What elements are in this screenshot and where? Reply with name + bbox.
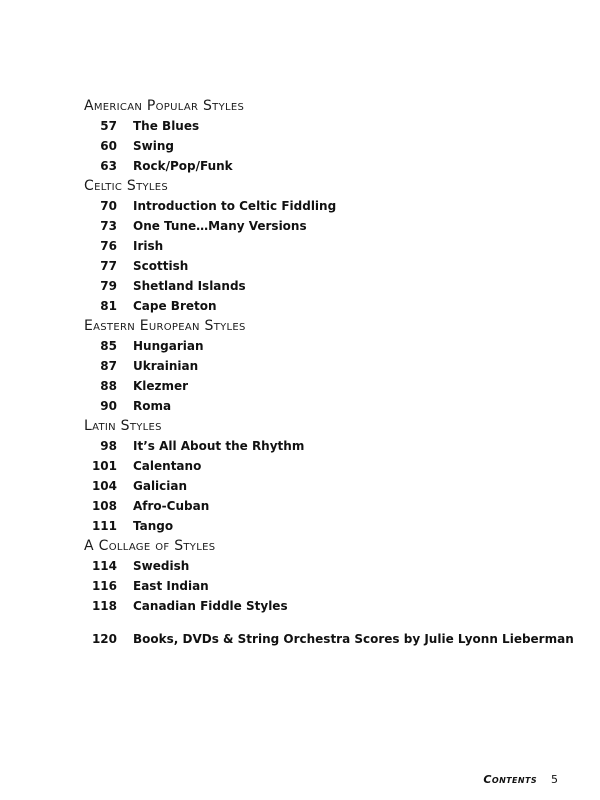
toc-entry [84,216,584,236]
entry-title: Swedish [133,559,190,573]
toc-entry [84,196,584,216]
entry-page-number: 104 [91,479,117,493]
entry-page-number: 87 [100,359,117,373]
entry-title: Afro-Cuban [133,499,210,513]
entry-page-number: 60 [100,139,117,153]
toc-entry [84,576,584,596]
section-heading: Latin Styles [84,418,162,434]
entry-title: Irish [133,239,164,253]
entry-page-number: 73 [100,219,117,233]
entry-title: Shetland Islands [133,279,246,293]
toc-entry [84,256,584,276]
section-latin-styles [84,416,584,536]
toc-entry [84,356,584,376]
entry-title: Tango [133,519,174,533]
entry-title: It’s All About the Rhythm [133,439,305,453]
section-heading: Eastern European Styles [84,318,246,334]
section-eastern-european-styles [84,316,584,416]
entry-title: Cape Breton [133,299,217,313]
toc-entry [84,556,584,576]
footer-section-label: Contents [483,773,537,786]
toc-entry [84,136,584,156]
entry-title: Scottish [133,259,189,273]
toc-entry [84,336,584,356]
entry-page-number: 63 [100,159,117,173]
entry-page-number: 70 [100,199,117,213]
entry-page-number: 98 [100,439,117,453]
entry-title: Ukrainian [133,359,199,373]
toc-entry [84,116,584,136]
entry-page-number: 85 [100,339,117,353]
toc-entry [84,476,584,496]
section-heading: A Collage of Styles [84,538,216,554]
entry-title: Hungarian [133,339,204,353]
toc-entry [84,296,584,316]
entry-page-number: 116 [91,579,117,593]
toc-entry [84,456,584,476]
entry-page-number: 90 [100,399,117,413]
entry-page-number: 79 [100,279,117,293]
toc-entry [84,516,584,536]
section-celtic-styles [84,176,584,316]
entry-page-number: 111 [91,519,117,533]
entry-title: Books, DVDs & String Orchestra Scores by Julie Lyonn Lieberman [133,632,574,646]
entry-title: Canadian Fiddle Styles [133,599,288,613]
entry-title: One Tune…Many Versions [133,219,307,233]
toc-entry [84,376,584,396]
toc-entry [84,276,584,296]
toc-entry [84,236,584,256]
toc-entry [84,596,584,616]
entry-page-number: 57 [100,119,117,133]
entry-title: Rock/Pop/Funk [133,159,233,173]
entry-title: The Blues [133,119,200,133]
table-of-contents [84,96,584,649]
entry-page-number: 81 [100,299,117,313]
entry-title: East Indian [133,579,209,593]
entry-page-number: 76 [100,239,117,253]
toc-entry [84,496,584,516]
entry-page-number: 108 [91,499,117,513]
entry-title: Calentano [133,459,202,473]
entry-title: Introduction to Celtic Fiddling [133,199,337,213]
section-heading: American Popular Styles [84,98,245,114]
page-footer [483,771,558,789]
section-heading: Celtic Styles [84,178,169,194]
entry-page-number: 101 [91,459,117,473]
toc-entry [84,396,584,416]
section-american-popular-styles [84,96,584,176]
entry-page-number: 114 [91,559,117,573]
entry-title: Galician [133,479,188,493]
entry-title: Swing [133,139,174,153]
toc-entry [84,436,584,456]
section-a-collage-of-styles [84,536,584,616]
footer-page-number: 5 [551,773,558,786]
entry-title: Roma [133,399,172,413]
entry-title: Klezmer [133,379,189,393]
entry-page-number: 118 [91,599,117,613]
entry-page-number: 120 [91,632,117,646]
entry-page-number: 88 [100,379,117,393]
toc-entry-books-dvds [84,629,584,649]
toc-entry [84,156,584,176]
entry-page-number: 77 [100,259,117,273]
